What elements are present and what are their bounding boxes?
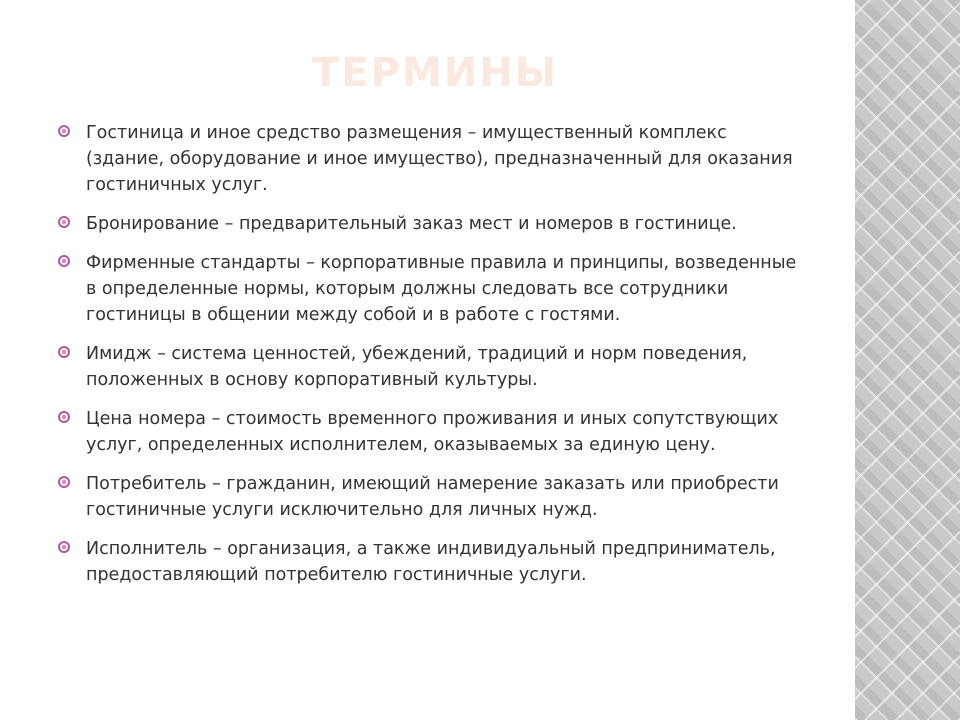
bullet-item-consumer: [58, 471, 798, 523]
bullet-item-price: [58, 406, 798, 458]
bullet-text: Гостиница и иное средство размещения – имущественный комплекс (здание, оборудование и иное имущество), предназначенный для оказания гостиничных услуг.: [86, 123, 793, 195]
bullet-circle-icon: [58, 476, 70, 488]
slide-title: ТЕРМИНЫ: [312, 50, 559, 96]
bullet-text: Исполнитель – организация, а также индивидуальный предприниматель, предоставляющий потребителю гостиничные услуги.: [86, 539, 776, 585]
bullet-item-booking: [58, 211, 798, 237]
bullet-text: Цена номера – стоимость временного проживания и иных сопутствующих услуг, определенных исполнителем, оказываемых за единую цену.: [86, 409, 779, 455]
bullet-list: [58, 120, 798, 601]
decorative-side-pattern: [855, 0, 960, 720]
bullet-text: Бронирование – предварительный заказ мест и номеров в гостинице.: [86, 214, 737, 234]
bullet-item-contractor: [58, 536, 798, 588]
bullet-text: Имидж – система ценностей, убеждений, традиций и норм поведения, положенных в основу корпоративный культуры.: [86, 344, 748, 390]
bullet-text: Фирменные стандарты – корпоративные правила и принципы, возведенные в определенные нормы, которым должны следовать все сотрудники гостиницы в общении между собой и в работе с гостями.: [86, 253, 797, 325]
bullet-item-hotel: [58, 120, 798, 198]
bullet-circle-icon: [58, 411, 70, 423]
bullet-text: Потребитель – гражданин, имеющий намерение заказать или приобрести гостиничные услуги исключительно для личных нужд.: [86, 474, 779, 520]
bullet-circle-icon: [58, 541, 70, 553]
bullet-circle-icon: [58, 255, 70, 267]
bullet-circle-icon: [58, 346, 70, 358]
bullet-circle-icon: [58, 125, 70, 137]
bullet-circle-icon: [58, 216, 70, 228]
bullet-item-standards: [58, 250, 798, 328]
bullet-item-image: [58, 341, 798, 393]
